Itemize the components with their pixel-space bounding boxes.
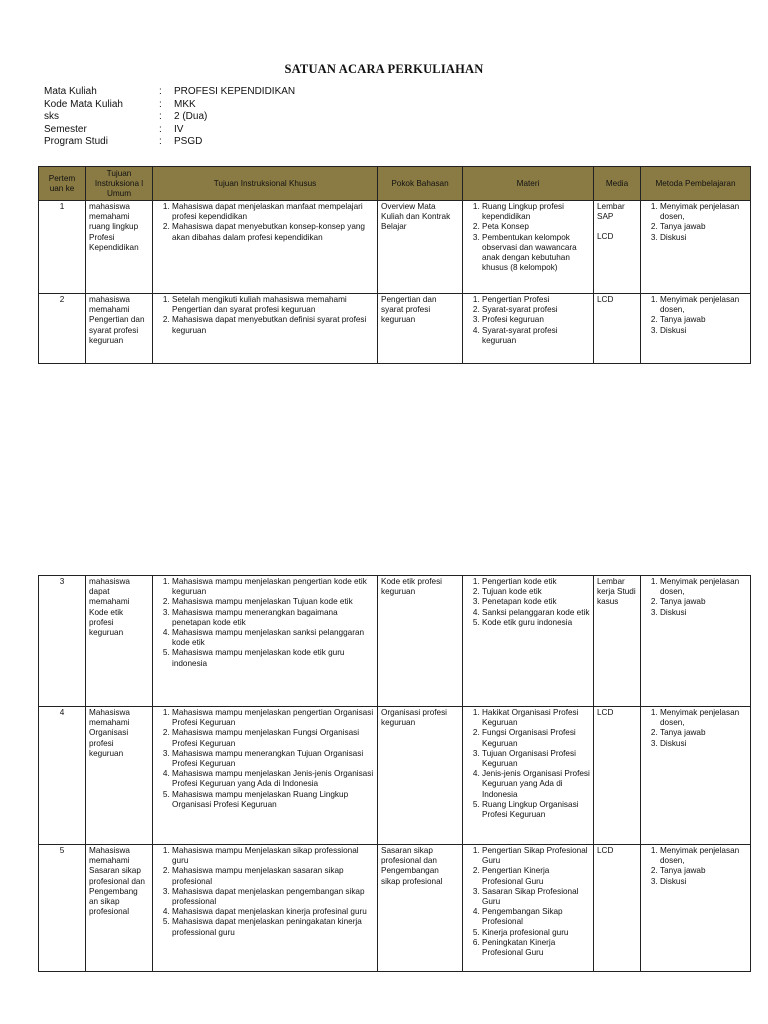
meeting-number	[39, 845, 86, 972]
media-item: Lembar SAP	[597, 202, 625, 222]
general-objective-text: Mahasiswa memahami Sasaran sikap profesional dan Pengembang an sikap profesional	[89, 846, 145, 917]
specific-objectives-list-item: 2. Mahasiswa dapat menyebutkan definisi syarat profesi keguruan	[172, 315, 374, 335]
meeting-number-text: 3	[59, 577, 65, 586]
media	[594, 707, 641, 845]
meeting-number	[39, 576, 86, 707]
specific-objectives-list	[156, 202, 374, 243]
materials	[463, 576, 594, 707]
info-label: sks	[44, 111, 59, 123]
learning-methods	[641, 576, 751, 707]
learning-methods-list-item: 2. Tanya jawab	[660, 222, 747, 232]
sap-table-page-2	[38, 575, 751, 972]
materials-list	[466, 202, 590, 273]
meeting-number-text: 1	[59, 202, 65, 211]
learning-methods-list	[644, 846, 747, 887]
info-value: PSGD	[174, 136, 203, 148]
main-topic-text: Sasaran sikap profesional dan Pengembangan sikap profesional	[381, 846, 443, 886]
learning-methods-list	[644, 295, 747, 336]
specific-objectives-list-item: 1. Mahasiswa mampu menjelaskan pengertian kode etik keguruan	[172, 577, 374, 597]
materials-list-item: 3. Tujuan Organisasi Profesi Keguruan	[482, 749, 590, 769]
materials-list-item: 2. Fungsi Organisasi Profesi Keguruan	[482, 728, 590, 748]
course-info-row	[44, 86, 295, 99]
main-topic-text: Overview Mata Kuliah dan Kontrak Belajar	[381, 202, 451, 232]
specific-objectives-list-item: 3. Mahasiswa mampu menerangkan bagaimana penetapan kode etik	[172, 608, 374, 628]
materials-list-item: 1. Hakikat Organisasi Profesi Keguruan	[482, 708, 590, 728]
general-objective	[86, 576, 153, 707]
meeting-number	[39, 707, 86, 845]
course-info-row	[44, 124, 295, 137]
materials	[463, 707, 594, 845]
info-separator: :	[159, 123, 162, 135]
column-header: Pokok Bahasan	[378, 167, 463, 201]
column-header: Media	[594, 167, 641, 201]
column-header: Pertem uan ke	[39, 167, 86, 201]
learning-methods-list	[644, 577, 747, 618]
specific-objectives-list	[156, 708, 374, 810]
specific-objectives-list-item: 5. Mahasiswa mampu menjelaskan Ruang Lingkup Organisasi Profesi Keguruan	[172, 790, 374, 810]
materials-list-item: 6. Peningkatan Kinerja Profesional Guru	[482, 938, 590, 958]
learning-methods-list-item: 3. Diskusi	[660, 233, 747, 243]
learning-methods-list-item: 3. Diskusi	[660, 326, 747, 336]
materials-list-item: 2. Tujuan kode etik	[482, 587, 590, 597]
materials-list-item: 4. Syarat-syarat profesi keguruan	[482, 326, 590, 346]
specific-objectives-list	[156, 846, 374, 938]
specific-objectives-list-item: 1. Setelah mengikuti kuliah mahasiswa memahami Pengertian dan syarat profesi keguruan	[172, 295, 374, 315]
learning-methods	[641, 294, 751, 364]
course-info-row	[44, 99, 295, 112]
specific-objectives-list-item: 3. Mahasiswa dapat menjelaskan pengembangan sikap professional	[172, 887, 374, 907]
specific-objectives-list-item: 5. Mahasiswa mampu menjelaskan kode etik guru indonesia	[172, 648, 374, 668]
general-objective	[86, 201, 153, 294]
media	[594, 576, 641, 707]
learning-methods-list-item: 3. Diskusi	[660, 739, 747, 749]
main-topic	[378, 201, 463, 294]
specific-objectives-list-item: 4. Mahasiswa mampu menjelaskan Jenis-jenis Organisasi Profesi Keguruan yang Ada di Indonesia	[172, 769, 374, 789]
media-item: LCD	[597, 295, 614, 304]
materials	[463, 201, 594, 294]
materials-list-item: 5. Kode etik guru indonesia	[482, 618, 590, 628]
media-item: LCD	[597, 232, 614, 242]
table-row	[39, 576, 751, 707]
info-value: MKK	[174, 98, 196, 110]
meeting-number-text: 2	[59, 295, 65, 304]
materials-list-item: 3. Pembentukan kelompok observasi dan wawancara anak dengan kebutuhan khusus (8 kelompok)	[482, 233, 590, 274]
materials-list-item: 2. Peta Konsep	[482, 222, 590, 232]
general-objective-text: Mahasiswa memahami Organisasi profesi keguruan	[89, 708, 130, 758]
course-info	[44, 86, 295, 149]
meeting-number-text: 5	[59, 846, 65, 855]
document-title: SATUAN ACARA PERKULIAHAN	[284, 62, 484, 76]
main-topic	[378, 707, 463, 845]
general-objective	[86, 845, 153, 972]
materials-list-item: 2. Pengertian Kinerja Profesional Guru	[482, 866, 590, 886]
materials-list-item: 1. Ruang Lingkup profesi kependidikan	[482, 202, 590, 222]
materials-list	[466, 295, 590, 346]
general-objective-text: mahasiswa dapat memahami Kode etik profesi keguruan	[89, 577, 130, 638]
specific-objectives-list-item: 4. Mahasiswa mampu menjelaskan sanksi pelanggaran kode etik	[172, 628, 374, 648]
specific-objectives-list-item: 5. Mahasiswa dapat menjelaskan peningakatan kinerja professional guru	[172, 917, 374, 937]
learning-methods-list-item: 3. Diskusi	[660, 608, 747, 618]
learning-methods-list-item: 2. Tanya jawab	[660, 866, 747, 876]
table-header-row	[39, 167, 751, 201]
info-separator: :	[159, 111, 162, 123]
specific-objectives-list-item: 2. Mahasiswa mampu menjelaskan Fungsi Organisasi Profesi Keguruan	[172, 728, 374, 748]
learning-methods-list	[644, 708, 747, 749]
materials	[463, 294, 594, 364]
main-topic-text: Pengertian dan syarat profesi keguruan	[381, 295, 437, 325]
materials-list-item: 1. Pengertian kode etik	[482, 577, 590, 587]
specific-objectives-list-item: 2. Mahasiswa mampu menjelaskan Tujuan kode etik	[172, 597, 374, 607]
materials-list-item: 4. Jenis-jenis Organisasi Profesi Keguruan yang Ada di Indonesia	[482, 769, 590, 800]
learning-methods-list-item: 1. Menyimak penjelasan dosen,	[660, 708, 747, 728]
learning-methods-list-item: 2. Tanya jawab	[660, 315, 747, 325]
info-separator: :	[159, 98, 162, 110]
materials	[463, 845, 594, 972]
general-objective	[86, 294, 153, 364]
media	[594, 201, 641, 294]
media-item: LCD	[597, 846, 614, 855]
materials-list-item: 3. Profesi keguruan	[482, 315, 590, 325]
info-label: Mata Kuliah	[44, 86, 97, 97]
media	[594, 845, 641, 972]
learning-methods-list-item: 1. Menyimak penjelasan dosen,	[660, 202, 747, 222]
materials-list-item: 2. Syarat-syarat profesi	[482, 305, 590, 315]
media-item: LCD	[597, 708, 614, 717]
specific-objectives	[153, 294, 378, 364]
column-header: Tujuan Instruksional Khusus	[153, 167, 378, 201]
materials-list-item: 3. Penetapan kode etik	[482, 597, 590, 607]
main-topic-text: Organisasi profesi keguruan	[381, 708, 447, 728]
main-topic	[378, 294, 463, 364]
info-separator: :	[159, 136, 162, 148]
specific-objectives	[153, 576, 378, 707]
learning-methods-list-item: 2. Tanya jawab	[660, 728, 747, 738]
specific-objectives	[153, 707, 378, 845]
learning-methods-list-item: 1. Menyimak penjelasan dosen,	[660, 295, 747, 315]
specific-objectives-list-item: 1. Mahasiswa mampu menjelaskan pengertian Organisasi Profesi Keguruan	[172, 708, 374, 728]
table-row	[39, 845, 751, 972]
column-header: Tujuan Instruksiona l Umum	[86, 167, 153, 201]
meeting-number-text: 4	[59, 708, 65, 717]
learning-methods	[641, 201, 751, 294]
table-row	[39, 294, 751, 364]
materials-list	[466, 846, 590, 958]
specific-objectives-list-item: 3. Mahasiswa mampu menerangkan Tujuan Organisasi Profesi Keguruan	[172, 749, 374, 769]
materials-list	[466, 577, 590, 628]
materials-list-item: 1. Pengertian Profesi	[482, 295, 590, 305]
info-value: PROFESI KEPENDIDIKAN	[174, 86, 296, 97]
materials-list-item: 5. Kinerja profesional guru	[482, 928, 590, 938]
specific-objectives-list-item: 1. Mahasiswa mampu Menjelaskan sikap professional guru	[172, 846, 374, 866]
main-topic	[378, 576, 463, 707]
specific-objectives-list-item: 4. Mahasiswa dapat menjelaskan kinerja profesinal guru	[172, 907, 374, 917]
info-separator: :	[159, 86, 162, 97]
specific-objectives	[153, 201, 378, 294]
meeting-number	[39, 201, 86, 294]
materials-list-item: 4. Sanksi pelanggaran kode etik	[482, 608, 590, 618]
info-label: Kode Mata Kuliah	[44, 98, 123, 110]
learning-methods-list-item: 3. Diskusi	[660, 877, 747, 887]
materials-list-item: 5. Ruang Lingkup Organisasi Profesi Keguruan	[482, 800, 590, 820]
materials-list-item: 4. Pengembangan Sikap Profesional	[482, 907, 590, 927]
media-item: Lembar kerja Studi kasus	[597, 577, 636, 607]
specific-objectives	[153, 845, 378, 972]
info-label: Semester	[44, 123, 87, 135]
table-row	[39, 707, 751, 845]
general-objective-text: mahasiswa memahami ruang lingkup Profesi Kependidikan	[89, 202, 139, 252]
main-topic-text: Kode etik profesi keguruan	[381, 577, 442, 597]
materials-list-item: 1. Pengertian Sikap Profesional Guru	[482, 846, 590, 866]
learning-methods-list-item: 1. Menyimak penjelasan dosen,	[660, 577, 747, 597]
table-row	[39, 201, 751, 294]
specific-objectives-list-item: 2. Mahasiswa mampu menjelaskan sasaran sikap profesional	[172, 866, 374, 886]
learning-methods-list-item: 1. Menyimak penjelasan dosen,	[660, 846, 747, 866]
info-value: 2 (Dua)	[174, 111, 208, 123]
learning-methods-list	[644, 202, 747, 243]
general-objective-text: mahasiswa memahami Pengertian dan syarat profesi keguruan	[89, 295, 145, 345]
column-header: Materi	[463, 167, 594, 201]
meeting-number	[39, 294, 86, 364]
materials-list	[466, 708, 590, 820]
specific-objectives-list	[156, 577, 374, 669]
specific-objectives-list	[156, 295, 374, 336]
course-info-row	[44, 136, 295, 149]
media	[594, 294, 641, 364]
info-label: Program Studi	[44, 136, 108, 148]
info-value: IV	[174, 123, 184, 135]
specific-objectives-list-item: 1. Mahasiswa dapat menjelaskan manfaat mempelajari profesi kependidikan	[172, 202, 374, 222]
specific-objectives-list-item: 2. Mahasiswa dapat menyebutkan konsep-konsep yang akan dibahas dalam profesi kependidikan	[172, 222, 374, 242]
learning-methods-list-item: 2. Tanya jawab	[660, 597, 747, 607]
learning-methods	[641, 707, 751, 845]
general-objective	[86, 707, 153, 845]
learning-methods	[641, 845, 751, 972]
sap-table-page-1	[38, 166, 751, 364]
column-header: Metoda Pembelajaran	[641, 167, 751, 201]
main-topic	[378, 845, 463, 972]
course-info-row	[44, 111, 295, 124]
materials-list-item: 3. Sasaran Sikap Profesional Guru	[482, 887, 590, 907]
